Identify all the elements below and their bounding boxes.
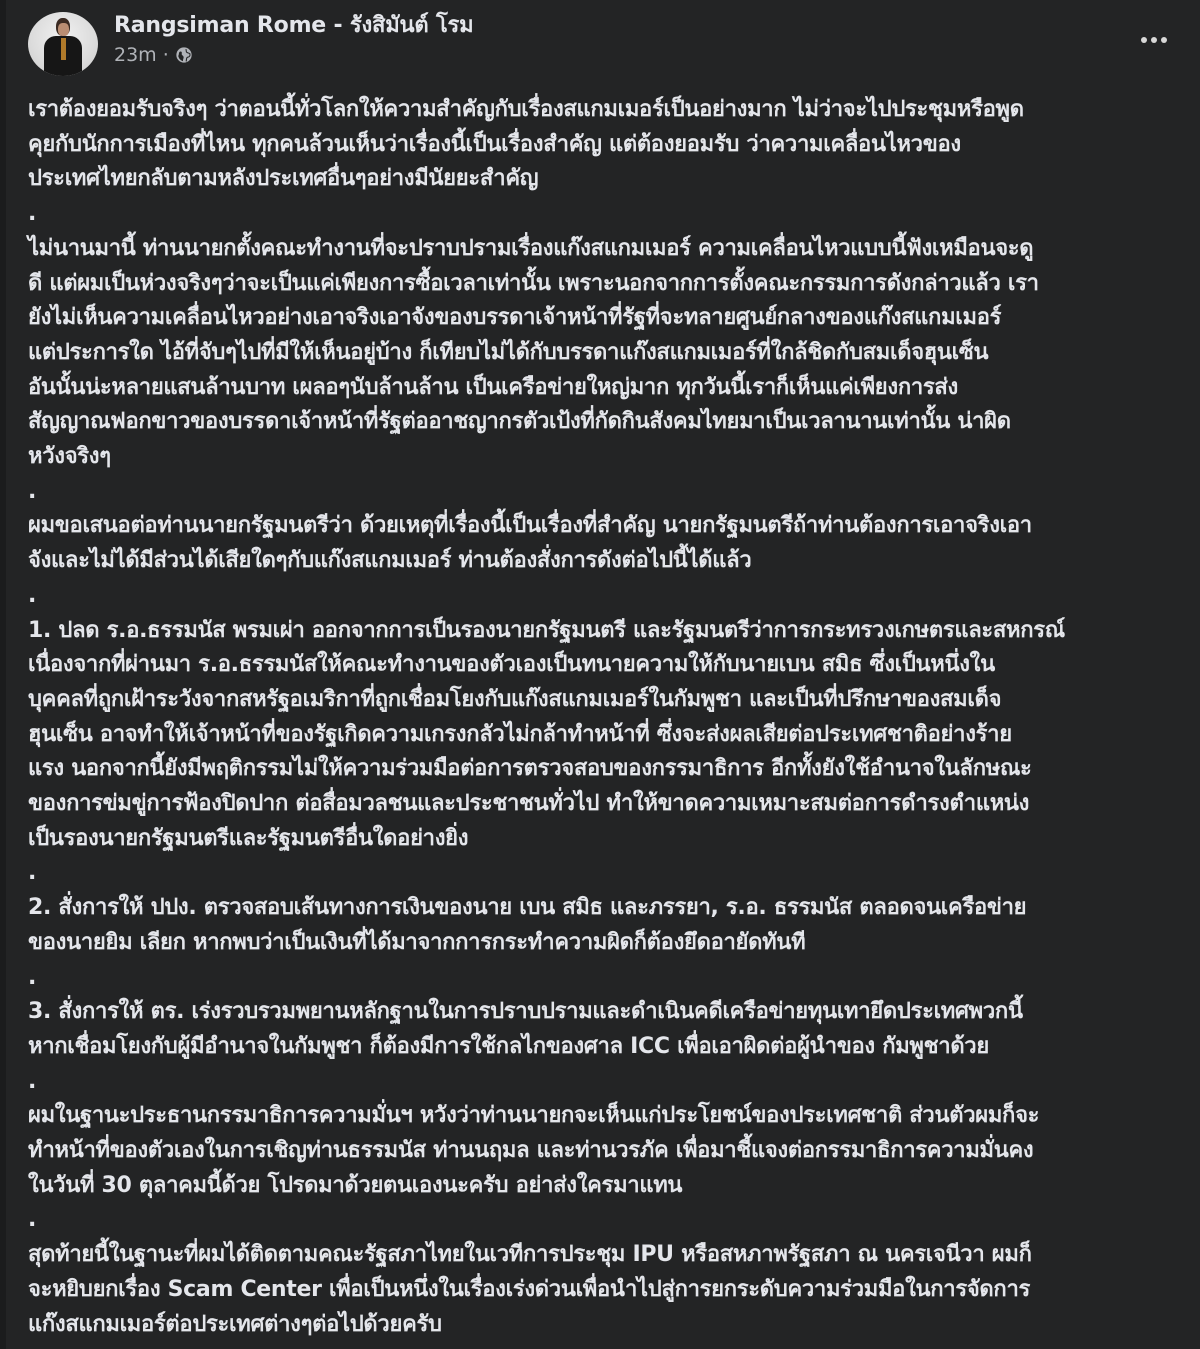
paragraph-separator: . [28, 201, 37, 227]
text-line: เป็นรองนายกรัฐมนตรีและรัฐมนตรีอื่นใดอย่างยิ่ง [28, 825, 469, 851]
more-dot-icon [1161, 37, 1167, 43]
post-timestamp[interactable]: 23m [114, 44, 157, 66]
text-line: หากเชื่อมโยงกับผู้มีอำนาจในกัมพูชา ก็ต้องมีการใช้กลไกของศาล ICC เพื่อเอาผิดต่อผู้นำของ กัมพูชาด้วย [28, 1033, 989, 1059]
text-line: ของนายยิม เลียก หากพบว่าเป็นเงินที่ได้มาจากการกระทำความผิดก็ต้องยึดอายัดทันที [28, 929, 806, 955]
avatar[interactable] [28, 12, 98, 76]
avatar-face [58, 23, 69, 36]
paragraph-separator: . [28, 1207, 37, 1233]
text-line: สัญญาณฟอกขาวของบรรดาเจ้าหน้าที่รัฐต่ออาชญากรตัวเป้งที่กัดกินสังคมไทยมาเป็นเวลานานเท่านั้น น่าผิด [28, 409, 1011, 435]
text-line: ยังไม่เห็นความเคลื่อนไหวอย่างเอาจริงเอาจังของบรรดาเจ้าหน้าที่รัฐที่จะทลายศูนย์กลางของแก๊งสแกมเมอร์ [28, 305, 1002, 331]
text-line: ของการข่มขู่การฟ้องปิดปาก ต่อสื่อมวลชนและประชาชนทั่วไป ทำให้ขาดความเหมาะสมต่อการดำรงตำแหน่ง [28, 791, 1030, 817]
text-line: สุดท้ายนี้ในฐานะที่ผมได้ติดตามคณะรัฐสภาไทยในเวทีการประชุม IPU หรือสหภาพรัฐสภา ณ นครเจนีวา ผมก็ [28, 1242, 1032, 1268]
more-dot-icon [1151, 37, 1157, 43]
post-meta [114, 12, 473, 66]
text-line: 2. สั่งการให้ ปปง. ตรวจสอบเส้นทางการเงินของนาย เบน สมิธ และภรรยา, ร.อ. ธรรมนัส ตลอดจนเครือข่าย [28, 895, 1027, 921]
text-line: แต่ประการใด ไอ้ที่จับๆไปที่มีให้เห็นอยู่บ้าง ก็เทียบไม่ได้กับบรรดาแก๊งสแกมเมอร์ที่ใกล้ชิดกับสมเด็จฮุนเซ็น [28, 339, 989, 365]
text-line: ทำหน้าที่ของตัวเองในการเชิญท่านธรรมนัส ท่านนฤมล และท่านวรภัค เพื่อมาชี้แจงต่อกรรมาธิการความมั่นคง [28, 1138, 1034, 1163]
text-line: ผมขอเสนอต่อท่านนายกรัฐมนตรีว่า ด้วยเหตุที่เรื่องนี้เป็นเรื่องที่สำคัญ นายกรัฐมนตรีถ้าท่านต้องการเอาจริงเอา [28, 513, 1032, 539]
post-paragraph [28, 995, 1178, 1064]
text-line: ผมในฐานะประธานกรรมาธิการความมั่นฯ หวังว่าท่านนายกจะเห็นแก่ประโยชน์ของประเทศชาติ ส่วนตัวผมก็จะ [28, 1103, 1040, 1129]
text-line: ฮุนเซ็น อาจทำให้เจ้าหน้าที่ของรัฐเกิดความเกรงกลัวไม่กล้าทำหน้าที่ ซึ่งจะส่งผลเสียต่อประเทศชาติอย่างร้าย [28, 721, 1012, 747]
more-options-button[interactable] [1136, 28, 1172, 52]
text-line: จะหยิบยกเรื่อง Scam Center เพื่อเป็นหนึ่งในเรื่องเร่งด่วนเพื่อนำไปสู่การยกระดับความร่วมมือในการจัดการ [28, 1276, 1031, 1302]
paragraph-separator: . [28, 964, 37, 990]
post-paragraph [28, 232, 1178, 475]
text-line: 3. สั่งการให้ ตร. เร่งรวบรวมพยานหลักฐานในการปราบปรามและดำเนินคดีเครือข่ายทุนเทายึดประเทศพวกนี้ [28, 999, 1023, 1025]
text-line: คุยกับนักการเมืองที่ไหน ทุกคนล้วนเห็นว่าเรื่องนี้เป็นเรื่องสำคัญ แต่ต้องยอมรับ ว่าความเคลื่อนไหวของ [28, 131, 961, 157]
text-line: แรง นอกจากนี้ยังมีพฤติกรรมไม่ให้ความร่วมมือต่อการตรวจสอบของกรรมาธิการ อีกทั้งยังใช้อำนาจในลักษณะ [28, 756, 1032, 782]
text-line: เนื่องจากที่ผ่านมา ร.อ.ธรรมนัสให้คณะทำงานของตัวเองเป็นทนายความให้กับนายเบน สมิธ ซึ่งเป็นหนึ่งใน [28, 652, 995, 678]
post-subline [114, 44, 473, 66]
paragraph-separator: . [28, 1068, 37, 1094]
text-line: แก๊งสแกมเมอร์ต่อประเทศต่างๆต่อไปด้วยครับ [28, 1311, 442, 1337]
text-line: หวังจริงๆ [28, 444, 111, 470]
text-line: บุคคลที่ถูกเฝ้าระวังจากสหรัฐอเมริกาที่ถูกเชื่อมโยงกับแก๊งสแกมเมอร์ในกัมพูชา และเป็นที่ปรึกษาของสมเด็จ [28, 686, 1002, 712]
text-line: เราต้องยอมรับจริงๆ ว่าตอนนี้ทั่วโลกให้ความสำคัญกับเรื่องสแกมเมอร์เป็นอย่างมาก ไม่ว่าจะไปประชุมหรือพูด [28, 97, 1024, 122]
window-edge [0, 0, 6, 1349]
post-paragraph [28, 1099, 1178, 1203]
avatar-tie [61, 38, 66, 60]
globe-icon[interactable] [175, 46, 193, 64]
post-paragraph [28, 1238, 1178, 1342]
author-name[interactable]: Rangsiman Rome - รังสิมันต์ โรม [114, 13, 474, 38]
paragraph-separator: . [28, 860, 37, 886]
post-paragraph [28, 93, 1178, 197]
post-header [28, 12, 473, 76]
text-line: ไม่นานมานี้ ท่านนายกตั้งคณะทำงานที่จะปราบปรามเรื่องแก๊งสแกมเมอร์ ความเคลื่อนไหวแบบนี้ฟังเหมือนจะดู [28, 235, 1034, 261]
text-line: ดี แต่ผมเป็นห่วงจริงๆว่าจะเป็นแค่เพียงการซื้อเวลาเท่านั้น เพราะนอกจากการตั้งคณะกรรมการดังกล่าวแล้ว เรา [28, 270, 1039, 296]
text-line: ประเทศไทยกลับตามหลังประเทศอื่นๆอย่างมีนัยยะสำคัญ [28, 166, 539, 192]
post-paragraph [28, 509, 1178, 578]
separator-dot: · [162, 44, 169, 66]
paragraph-separator: . [28, 582, 37, 608]
text-line: จังและไม่ได้มีส่วนได้เสียใดๆกับแก๊งสแกมเมอร์ ท่านต้องสั่งการดังต่อไปนี้ได้แล้ว [28, 548, 752, 574]
more-dot-icon [1141, 37, 1147, 43]
text-line: ในวันที่ 30 ตุลาคมนี้ด้วย โปรดมาด้วยตนเองนะครับ อย่าส่งใครมาแทน [28, 1172, 683, 1198]
post-body [28, 93, 1178, 1342]
text-line: 1. ปลด ร.อ.ธรรมนัส พรมเผ่า ออกจากการเป็นรองนายกรัฐมนตรี และรัฐมนตรีว่าการกระทรวงเกษตรและสหกรณ์ [28, 617, 1065, 643]
text-line: อันนั้นน่ะหลายแสนล้านบาท เผลอๆนับล้านล้าน เป็นเครือข่ายใหญ่มาก ทุกวันนี้เราก็เห็นแค่เพียงการส่ง [28, 374, 958, 400]
post-paragraph [28, 891, 1178, 960]
post-paragraph [28, 614, 1178, 857]
paragraph-separator: . [28, 478, 37, 504]
